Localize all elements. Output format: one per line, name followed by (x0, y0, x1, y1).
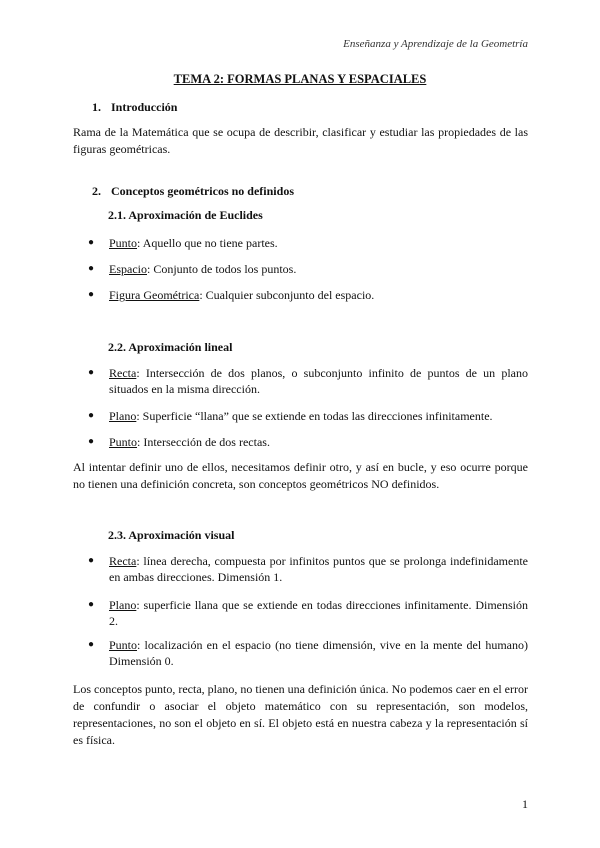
intro-paragraph: Rama de la Matemática que se ocupa de describir, clasificar y estudiar las propiedades de las figuras geométricas. (73, 125, 528, 156)
visual-paragraph: Los conceptos punto, recta, plano, no tienen una definición única. No podemos caer en el error de confundir o asociar el objeto matemático con su representación, son modelos, representaciones, no son el objeto en sí. El objeto está en nuestra cabeza y la representación sí es física. (73, 682, 528, 747)
subsection-heading-euclides: 2.1. Aproximación de Euclides (108, 208, 263, 222)
term: Recta (109, 554, 137, 568)
bullet-icon: ● (88, 436, 95, 447)
definition: : localización en el espacio (no tiene dimensión, vive en la mente del humano) Dimensión 0. (109, 638, 528, 668)
bullet-icon: ● (88, 367, 95, 378)
list-item (88, 287, 528, 303)
definition: : Aquello que no tiene partes. (137, 236, 278, 250)
list-item (88, 235, 528, 251)
bullet-icon: ● (88, 555, 95, 566)
bullet-icon: ● (88, 410, 95, 421)
list-item (88, 261, 528, 277)
term: Punto (109, 638, 138, 652)
definition: : Conjunto de todos los puntos. (147, 262, 297, 276)
list-item (88, 553, 528, 585)
list-item (88, 365, 528, 397)
term: Punto (109, 435, 138, 449)
definition: : línea derecha, compuesta por infinitos puntos que se prolonga indefinidamente en ambas direcciones. Dimensión 1. (109, 554, 528, 584)
definition: : Intersección de dos planos, o subconjunto infinito de puntos de un plano situados en la misma dirección. (109, 366, 528, 396)
list-item (88, 434, 528, 450)
definition: : Intersección de dos rectas. (137, 435, 270, 449)
term: Plano (109, 409, 137, 423)
subsection-heading-visual: 2.3. Aproximación visual (108, 528, 235, 542)
list-item (88, 408, 528, 424)
term: Punto (109, 236, 138, 250)
running-header: Enseñanza y Aprendizaje de la Geometría (343, 38, 528, 50)
page-title: TEMA 2: FORMAS PLANAS Y ESPACIALES (173, 72, 427, 86)
definition: : Cualquier subconjunto del espacio. (199, 288, 375, 302)
section-number: 1. (92, 100, 101, 114)
term: Espacio (109, 262, 147, 276)
section-number: 2. (92, 184, 101, 198)
term: Plano (109, 598, 137, 612)
term: Figura Geométrica (109, 288, 200, 302)
page-number: 1 (522, 797, 528, 811)
definition: : superficie llana que se extiende en todas direcciones infinitamente. Dimensión 2. (109, 598, 528, 628)
list-item (88, 637, 528, 669)
section-heading-introduccion (92, 100, 177, 115)
section-heading-conceptos (92, 184, 294, 199)
bullet-icon: ● (88, 599, 95, 610)
list-item (88, 597, 528, 629)
subsection-heading-lineal: 2.2. Aproximación lineal (108, 340, 233, 354)
bullet-icon: ● (88, 639, 95, 650)
bullet-icon: ● (88, 263, 95, 274)
term: Recta (109, 366, 137, 380)
definition: : Superficie “llana” que se extiende en todas las direcciones infinitamente. (136, 409, 493, 423)
bullet-icon: ● (88, 289, 95, 300)
bullet-icon: ● (88, 237, 95, 248)
lineal-paragraph: Al intentar definir uno de ellos, necesitamos definir otro, y así en bucle, y eso ocurre porque no tienen una definición concreta, son conceptos geométricos NO definidos. (73, 460, 528, 491)
section-title: Introducción (111, 100, 178, 114)
section-title: Conceptos geométricos no definidos (111, 184, 294, 198)
